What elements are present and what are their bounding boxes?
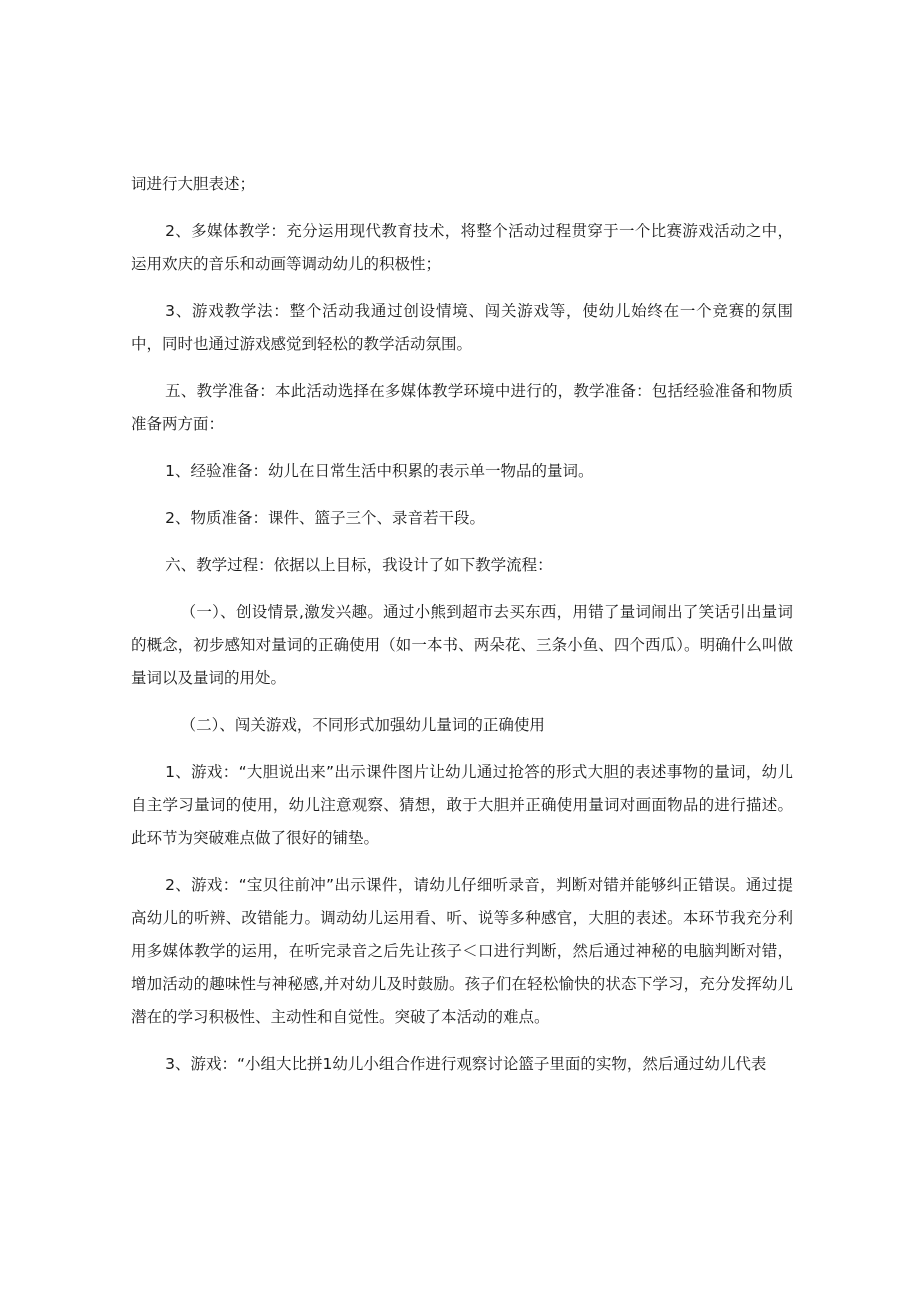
paragraph-game-three: 3、游戏：“小组大比拼1幼儿小组合作进行观察讨论篮子里面的实物，然后通过幼儿代表 [165, 1055, 767, 1073]
paragraph-material-preparation: 2、物质准备：课件、篮子三个、录音若干段。 [165, 509, 485, 527]
paragraph-game-one: 1、游戏：“大胆说出来”出示课件图片让幼儿通过抢答的形式大胆的表述事物的量词，幼儿自主学习量词的使用，幼儿注意观察、猜想，敢于大胆并正确使用量词对画面物品的进行描述。此环节为突破难点做了很好的铺垫。 [131, 763, 793, 847]
paragraph-continuation: 词进行大胆表述； [131, 175, 256, 193]
paragraph-multimedia-teaching: 2、多媒体教学：充分运用现代教育技术，将整个活动过程贯穿于一个比赛游戏活动之中，运用欢庆的音乐和动画等调动幼儿的积极性； [131, 222, 793, 273]
paragraph-teaching-process: 六、教学过程：依据以上目标，我设计了如下教学流程： [165, 556, 553, 574]
paragraph-game-teaching: 3、游戏教学法：整个活动我通过创设情境、闯关游戏等，使幼儿始终在一个竞赛的氛围中，同时也通过游戏感觉到轻松的教学活动氛围。 [131, 302, 793, 353]
document-body [131, 168, 793, 1095]
paragraph-teaching-preparation: 五、教学准备：本此活动选择在多媒体教学环境中进行的，教学准备：包括经验准备和物质准备两方面： [131, 382, 793, 433]
paragraph-section-one: （一）、创设情景,激发兴趣。通过小熊到超市去买东西，用错了量词闹出了笑话引出量词的概念，初步感知对量词的正确使用（如一本书、两朵花、三条小鱼、四个西瓜）。明确什么叫做量词以及量词的用处。 [131, 603, 793, 687]
paragraph-experience-preparation: 1、经验准备：幼儿在日常生活中积累的表示单一物品的量词。 [165, 462, 594, 480]
paragraph-game-two: 2、游戏：“宝贝往前冲”出示课件，请幼儿仔细听录音，判断对错并能够纠正错误。通过提高幼儿的听辨、改错能力。调动幼儿运用看、听、说等多种感官，大胆的表述。本环节我充分利用多媒体教学的运用，在听完录音之后先让孩子＜口进行判断，然后通过神秘的电脑判断对错，增加活动的趣味性与神秘感,并对幼儿及时鼓励。孩子们在轻松愉快的状态下学习，充分发挥幼儿潜在的学习积极性、主动性和自觉性。突破了本活动的难点。 [131, 876, 793, 1026]
paragraph-section-two: （二）、闯关游戏，不同形式加强幼儿量词的正确使用 [180, 716, 545, 734]
